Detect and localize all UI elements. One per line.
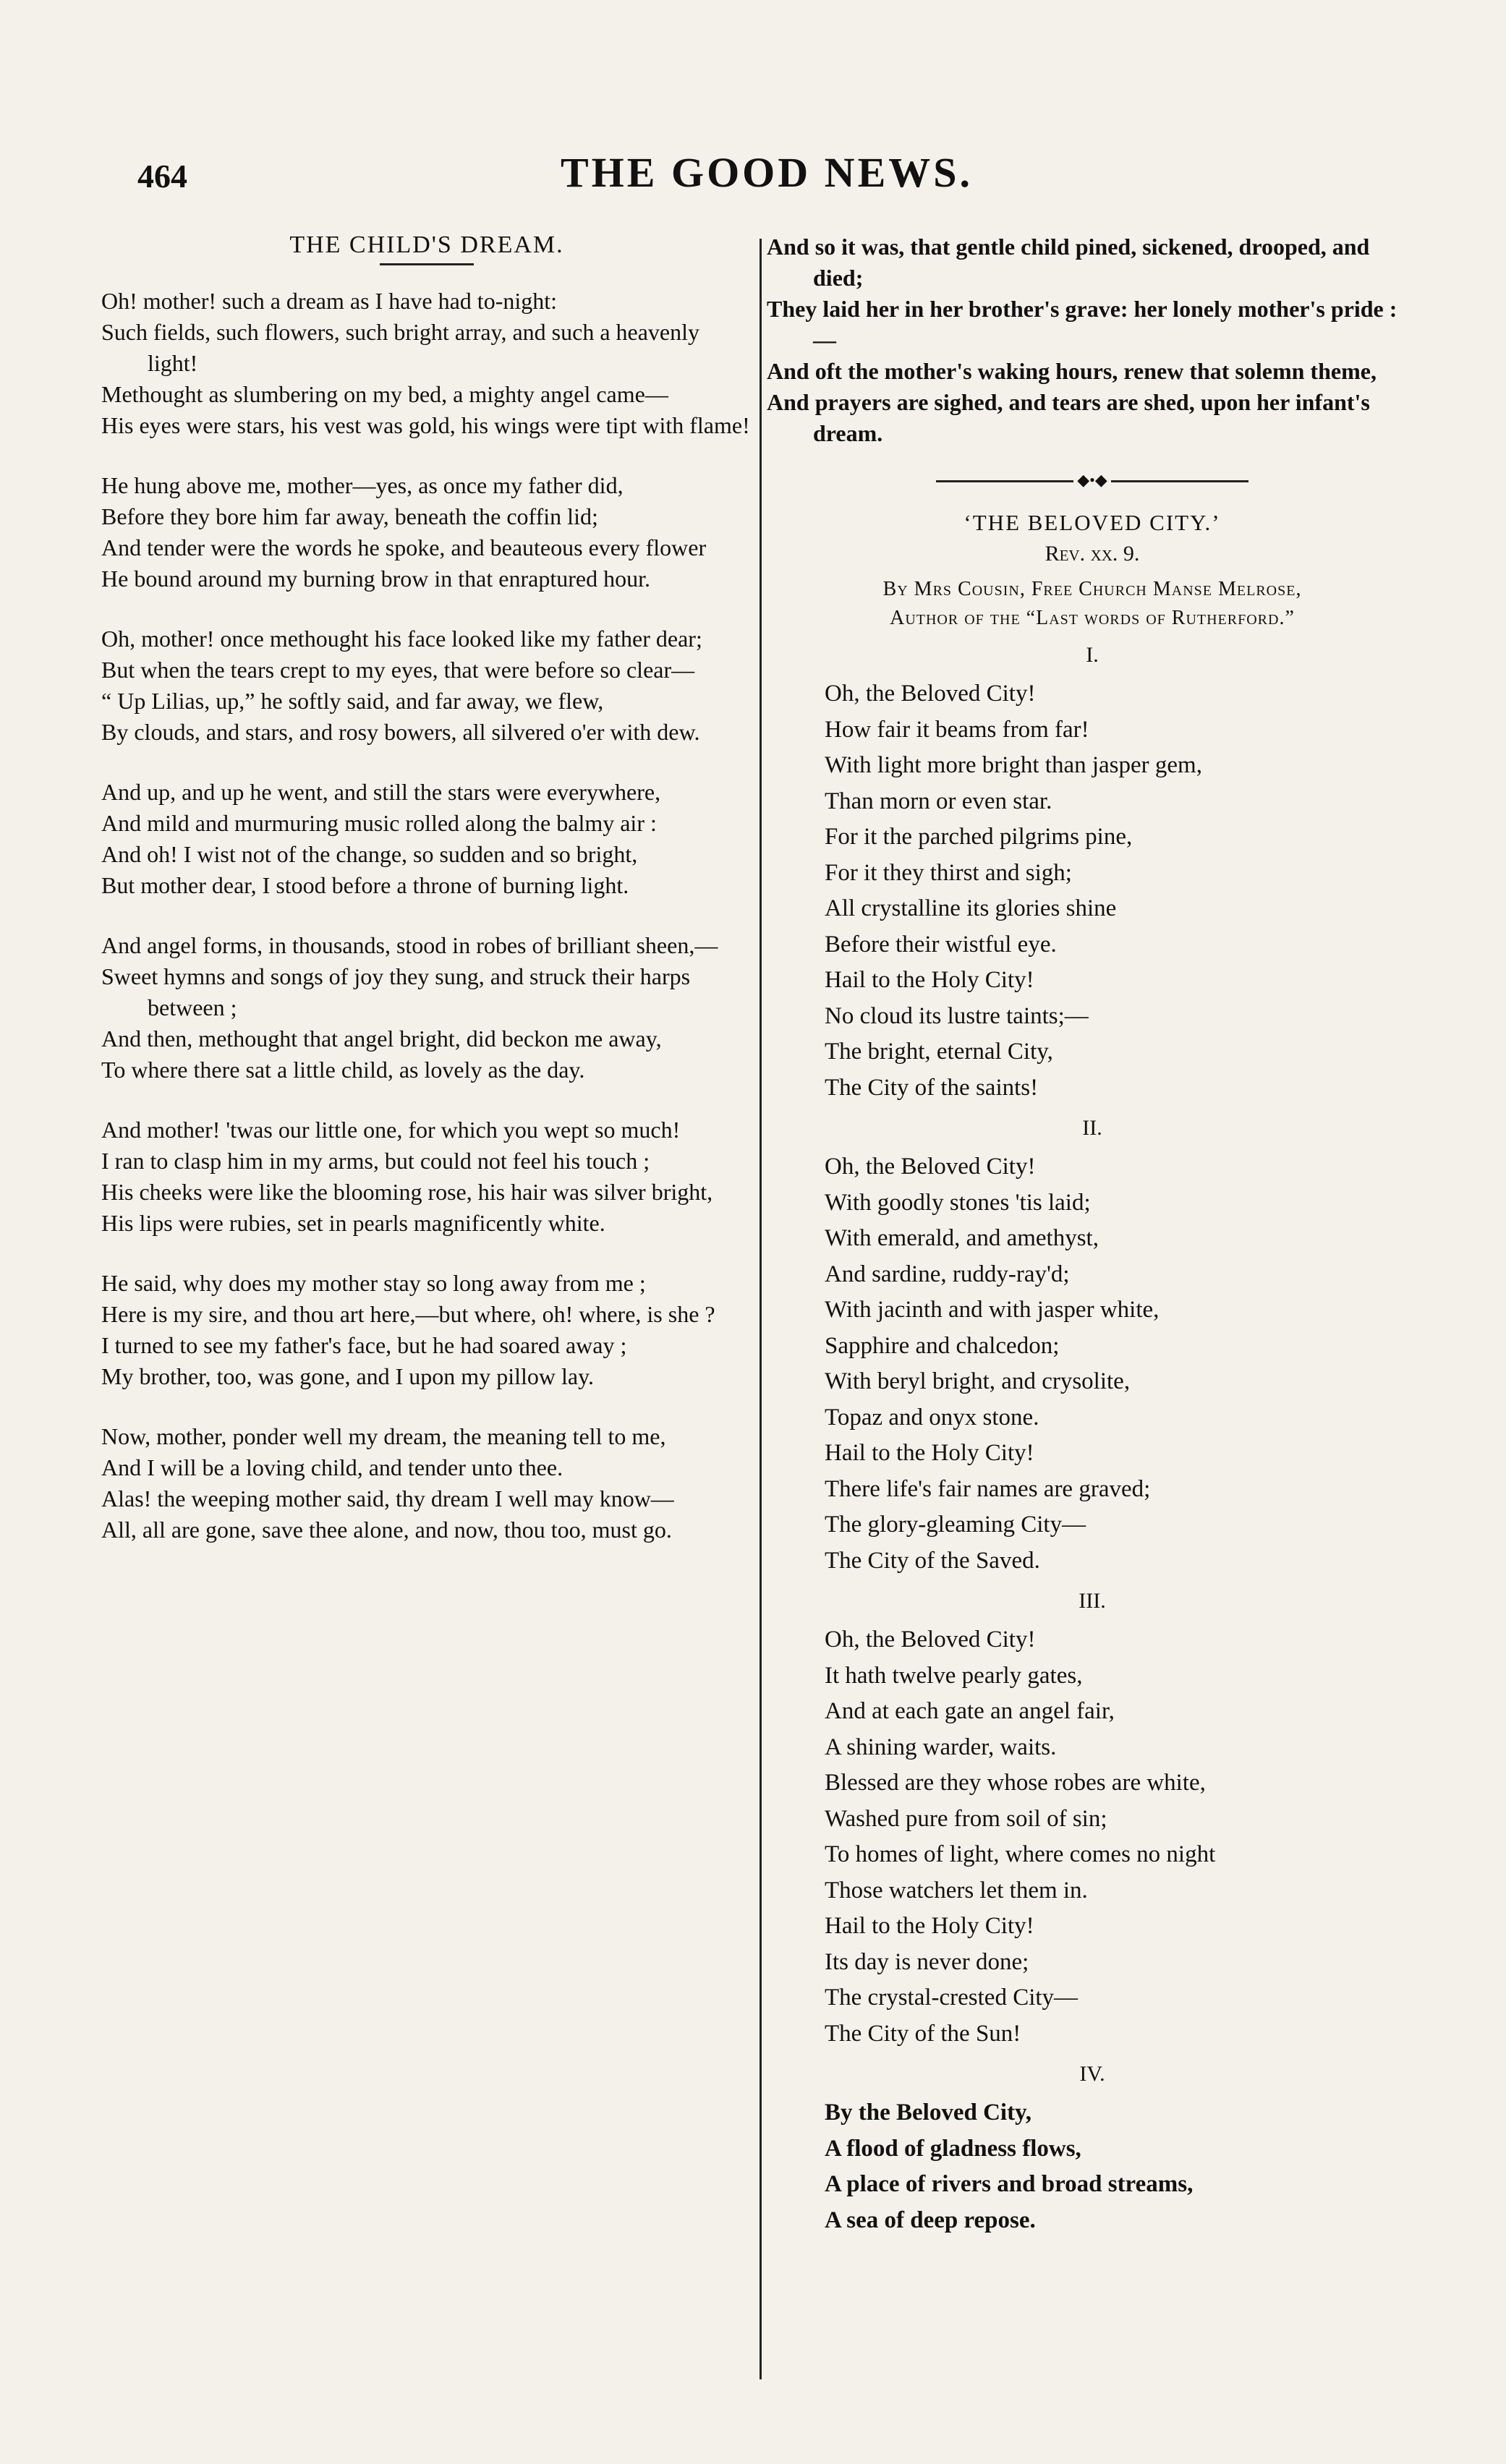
verse-line: And tender were the words he spoke, and beauteous every flower xyxy=(101,534,707,560)
verse-line: Now, mother, ponder well my dream, the meaning tell to me, xyxy=(101,1423,666,1449)
verse-line: How fair it beams from far! xyxy=(825,716,1089,743)
verse-line: The City of the Sun! xyxy=(825,2020,1021,2047)
verse-line: Washed pure from soil of sin; xyxy=(825,1805,1107,1832)
verse-line: Before they bore him far away, beneath the coffin lid; xyxy=(101,503,598,529)
verse-line: And oft the mother's waking hours, renew that solemn theme, xyxy=(767,358,1377,384)
verse-line: I ran to clasp him in my arms, but could not feel his touch ; xyxy=(101,1148,650,1174)
verse-line: And at each gate an angel fair, xyxy=(825,1698,1115,1724)
stanza xyxy=(101,470,752,594)
stanza xyxy=(101,623,752,748)
ornament-glyph: ◆•◆ xyxy=(1077,471,1107,489)
verse-section xyxy=(767,676,1418,1106)
page-header xyxy=(137,148,1396,206)
verse-line: “ Up Lilias, up,” he softly said, and far away, we flew, xyxy=(101,688,604,714)
stanza xyxy=(101,1114,752,1239)
verse-line: Than morn or even star. xyxy=(825,788,1052,814)
verse-line: Hail to the Holy City! xyxy=(825,967,1034,993)
verse-line: All, all are gone, save thee alone, and now, thou too, must go. xyxy=(101,1517,672,1543)
verse-line: A flood of gladness flows, xyxy=(825,2135,1081,2162)
verse-line: Topaz and onyx stone. xyxy=(825,1404,1039,1431)
verse-line: It hath twelve pearly gates, xyxy=(825,1662,1083,1689)
verse-line: Oh! mother! such a dream as I have had to-night: xyxy=(101,288,558,314)
verse-line: A sea of deep repose. xyxy=(825,2207,1036,2233)
poem-title-childs-dream: THE CHILD'S DREAM. xyxy=(289,231,564,258)
verse-line: And angel forms, in thousands, stood in robes of brilliant sheen,— xyxy=(101,932,718,958)
verse-line: His lips were rubies, set in pearls magnificently white. xyxy=(101,1210,605,1236)
verse-line: Oh, the Beloved City! xyxy=(825,1154,1036,1180)
running-title: THE GOOD NEWS. xyxy=(560,149,974,196)
column-divider xyxy=(760,239,762,2379)
verse-line: My brother, too, was gone, and I upon my pillow lay. xyxy=(101,1363,594,1389)
verse-line: With beryl bright, and crysolite, xyxy=(825,1368,1131,1394)
section-numeral: IV. xyxy=(1079,2062,1105,2086)
verse-line: I turned to see my father's face, but he had soared away ; xyxy=(101,1332,627,1358)
stanza xyxy=(101,930,752,1086)
verse-line: With jacinth and with jasper white, xyxy=(825,1297,1160,1323)
verse-line: He hung above me, mother—yes, as once my father did, xyxy=(101,472,624,498)
ornament-rule-left xyxy=(936,480,1073,482)
section-numeral: I. xyxy=(1086,643,1099,667)
verse-line: The City of the saints! xyxy=(825,1074,1039,1101)
verse-section xyxy=(767,2095,1418,2238)
verse-line: Alas! the weeping mother said, thy dream I well may know— xyxy=(101,1485,674,1512)
verse-line: The crystal-crested City— xyxy=(825,1985,1079,2011)
verse-line: No cloud its lustre taints;— xyxy=(825,1002,1089,1029)
childs-dream-stanzas xyxy=(101,286,752,1546)
verse-line: He bound around my burning brow in that enraptured hour. xyxy=(101,566,650,592)
verse-line: And sardine, ruddy-ray'd; xyxy=(825,1261,1070,1287)
verse-section xyxy=(767,1149,1418,1579)
title-rule xyxy=(380,263,474,265)
verse-line: With emerald, and amethyst, xyxy=(825,1225,1099,1251)
verse-line: And up, and up he went, and still the stars were everywhere, xyxy=(101,779,661,805)
verse-section xyxy=(767,1622,1418,2052)
stanza xyxy=(101,777,752,901)
verse-line: Sweet hymns and songs of joy they sung, and struck their harps between ; xyxy=(101,963,691,1020)
verse-line: Its day is never done; xyxy=(825,1948,1029,1975)
beloved-city-sections xyxy=(767,643,1418,2238)
verse-line: But mother dear, I stood before a throne of burning light. xyxy=(101,872,629,898)
verse-line: And oh! I wist not of the change, so sudden and so bright, xyxy=(101,841,638,867)
verse-line: And so it was, that gentle child pined, sickened, drooped, and died; xyxy=(767,234,1370,291)
verse-line: But when the tears crept to my eyes, that were before so clear— xyxy=(101,657,695,683)
ornament-rule-right xyxy=(1111,480,1248,482)
verse-line: Oh, mother! once methought his face looked like my father dear; xyxy=(101,626,702,652)
author-line-2: Author of the “Last words of Rutherford.” xyxy=(890,607,1295,629)
scripture-reference: Rev. xx. 9. xyxy=(1045,542,1140,566)
poem-title-beloved-city: ‘THE BELOVED CITY.’ xyxy=(963,510,1221,535)
right-column xyxy=(767,231,1418,2246)
verse-line: By the Beloved City, xyxy=(825,2099,1031,2126)
section-numeral: II. xyxy=(1082,1116,1102,1140)
verse-line: All crystalline its glories shine xyxy=(825,895,1117,921)
verse-line: Blessed are they whose robes are white, xyxy=(825,1770,1206,1796)
verse-line: And then, methought that angel bright, did beckon me away, xyxy=(101,1026,662,1052)
verse-line: By clouds, and stars, and rosy bowers, all silvered o'er with dew. xyxy=(101,719,700,745)
page-number: 464 xyxy=(137,158,187,195)
verse-line: Here is my sire, and thou art here,—but where, oh! where, is she ? xyxy=(101,1301,715,1327)
verse-line: They laid her in her brother's grave: her lonely mother's pride :— xyxy=(767,296,1397,353)
verse-line: There life's fair names are graved; xyxy=(825,1475,1151,1502)
stanza xyxy=(101,1421,752,1546)
childs-dream-continuation xyxy=(767,231,1418,449)
verse-line: Before their wistful eye. xyxy=(825,931,1057,958)
verse-line: Those watchers let them in. xyxy=(825,1877,1088,1904)
stanza xyxy=(101,1268,752,1392)
verse-line: To where there sat a little child, as lovely as the day. xyxy=(101,1057,585,1083)
verse-line: A shining warder, waits. xyxy=(825,1734,1057,1760)
verse-line: Hail to the Holy City! xyxy=(825,1440,1034,1466)
section-ornament xyxy=(767,471,1418,490)
verse-line: And mother! 'twas our little one, for which you wept so much! xyxy=(101,1117,681,1143)
verse-line: And mild and murmuring music rolled along the balmy air : xyxy=(101,810,657,836)
verse-line: And prayers are sighed, and tears are shed, upon her infant's dream. xyxy=(767,389,1370,446)
verse-line: He said, why does my mother stay so long away from me ; xyxy=(101,1270,646,1296)
stanza xyxy=(101,286,752,441)
verse-line: For it the parched pilgrims pine, xyxy=(825,824,1133,850)
verse-line: Such fields, such flowers, such bright array, and such a heavenly light! xyxy=(101,319,700,376)
verse-line: For it they thirst and sigh; xyxy=(825,859,1072,886)
verse-line: Hail to the Holy City! xyxy=(825,1913,1034,1939)
verse-line: Oh, the Beloved City! xyxy=(825,1627,1036,1653)
verse-line: And I will be a loving child, and tender unto thee. xyxy=(101,1454,563,1480)
verse-line: To homes of light, where comes no night xyxy=(825,1841,1216,1867)
verse-line: A place of rivers and broad streams, xyxy=(825,2171,1194,2197)
verse-line: Methought as slumbering on my bed, a mighty angel came— xyxy=(101,381,668,407)
left-column xyxy=(101,231,752,1574)
verse-line: The bright, eternal City, xyxy=(825,1039,1053,1065)
verse-line: With light more bright than jasper gem, xyxy=(825,752,1202,778)
verse-line: His eyes were stars, his vest was gold, his wings were tipt with flame! xyxy=(101,412,750,438)
verse-line: With goodly stones 'tis laid; xyxy=(825,1189,1091,1216)
verse-line: The City of the Saved. xyxy=(825,1547,1040,1574)
verse-line: Oh, the Beloved City! xyxy=(825,681,1036,707)
verse-line: Sapphire and chalcedon; xyxy=(825,1332,1060,1359)
section-numeral: III. xyxy=(1079,1589,1106,1613)
author-line-1: By Mrs Cousin, Free Church Manse Melrose, xyxy=(882,578,1302,600)
verse-line: His cheeks were like the blooming rose, his hair was silver bright, xyxy=(101,1179,713,1205)
verse-line: The glory-gleaming City— xyxy=(825,1512,1086,1538)
